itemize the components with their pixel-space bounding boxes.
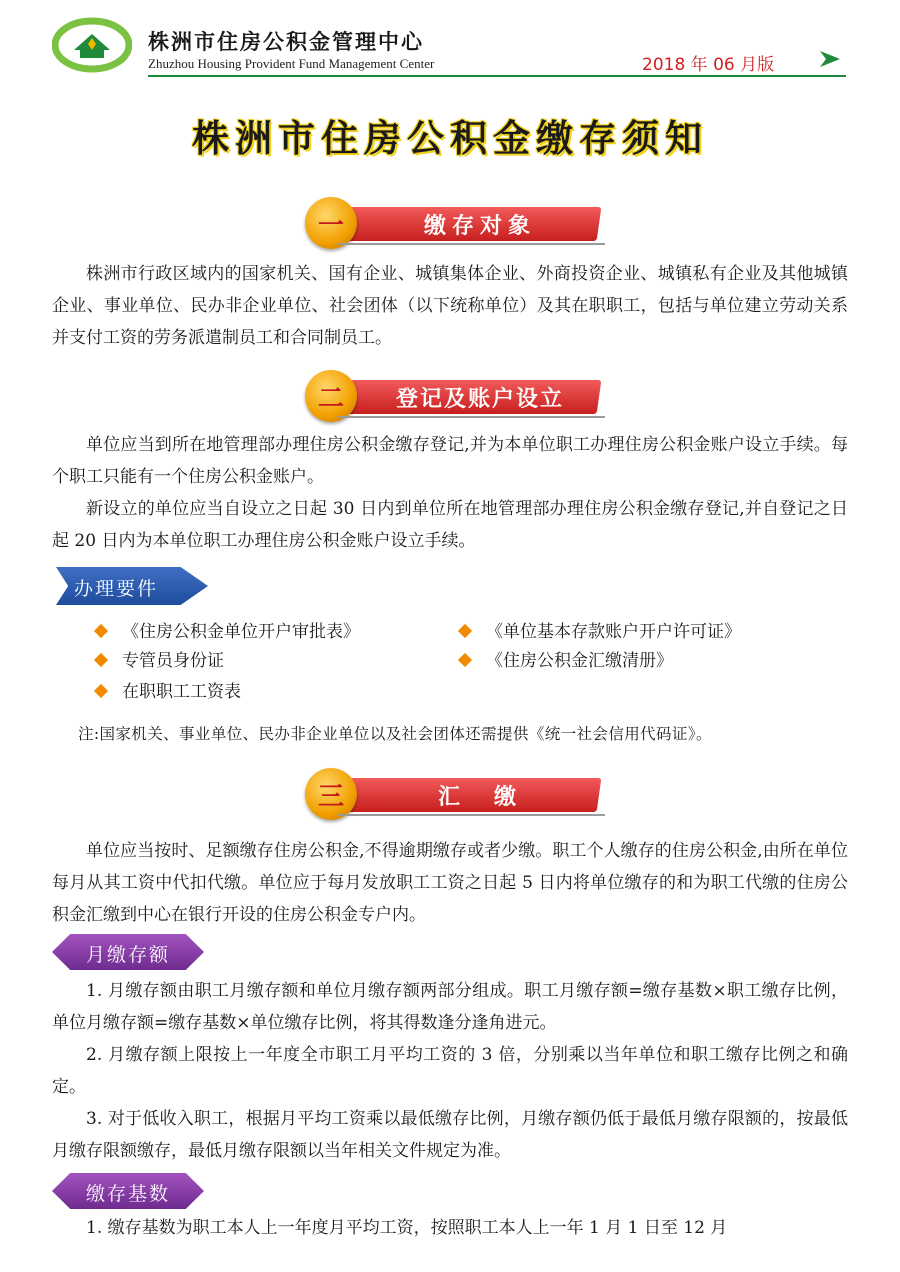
section-banner-1 <box>305 197 605 249</box>
section-title: 汇 缴 <box>437 785 522 810</box>
monthly-item-2: 2. 月缴存额上限按上一年度全市职工月平均工资的 3 倍，分别乘以当年单位和职工缴存比例之和确定。 <box>52 1045 848 1097</box>
requirement-item: 《住房公积金汇缴清册》 <box>460 649 673 673</box>
diamond-bullet-icon <box>94 624 108 638</box>
section-numeral: 一 <box>317 211 344 241</box>
section-title: 缴存对象 <box>423 214 536 239</box>
organization-name-cn: 株洲市住房公积金管理中心 <box>148 30 424 54</box>
banner-underline <box>337 416 605 418</box>
contribution-base-tag-label: 缴存基数 <box>85 1183 170 1205</box>
edition-label: 2018 年 06 月版 <box>642 55 775 75</box>
requirements-note: 注:国家机关、事业单位、民办非企业单位以及社会团体还需提供《统一社会信用代码证》。 <box>78 725 712 743</box>
section-numeral: 二 <box>317 384 344 414</box>
requirement-item: 《单位基本存款账户开户许可证》 <box>460 620 741 644</box>
requirement-item: 专管员身份证 <box>96 649 224 673</box>
monthly-contribution-tag-label: 月缴存额 <box>85 944 170 966</box>
section2-paragraph-1: 单位应当到所在地管理部办理住房公积金缴存登记,并为本单位职工办理住房公积金账户设立手续。每个职工只能有一个住房公积金账户。 <box>52 435 848 487</box>
banner-underline <box>337 814 605 816</box>
section-numeral: 三 <box>317 782 344 812</box>
section-title: 登记及账户设立 <box>395 387 564 412</box>
banner-underline <box>337 243 605 245</box>
diamond-bullet-icon <box>94 653 108 667</box>
requirements-tag-label: 办理要件 <box>74 578 159 600</box>
requirement-item: 在职职工工资表 <box>96 680 241 704</box>
requirements-tag <box>56 567 208 605</box>
section3-paragraph: 单位应当按时、足额缴存住房公积金,不得逾期缴存或者少缴。职工个人缴存的住房公积金,由所在单位每月从其工资中代扣代缴。单位应于每月发放职工工资之日起 5 日内将单位缴存的和为职工代缴的住房公积金汇缴到中心在银行开设的住房公积金专户内。 <box>52 841 848 925</box>
section1-paragraph: 株洲市行政区域内的国家机关、国有企业、城镇集体企业、外商投资企业、城镇私有企业及其他城镇企业、事业单位、民办非企业单位、社会团体（以下统称单位）及其在职职工，包括与单位建立劳动关系并支付工资的劳务派遣制员工和合同制员工。 <box>52 264 848 348</box>
requirement-item: 《住房公积金单位开户审批表》 <box>96 620 360 644</box>
housing-fund-logo-icon <box>52 14 132 76</box>
organization-name-en: Zhuzhou Housing Provident Fund Management Center <box>148 56 435 71</box>
diamond-bullet-icon <box>458 624 472 638</box>
section2-paragraph-2: 新设立的单位应当自设立之日起 30 日内到单位所在地管理部办理住房公积金缴存登记,并自登记之日起 20 日内为本单位职工办理住房公积金账户设立手续。 <box>52 499 848 551</box>
diamond-bullet-icon <box>94 684 108 698</box>
diamond-bullet-icon <box>458 653 472 667</box>
monthly-item-3: 3. 对于低收入职工，根据月平均工资乘以最低缴存比例，月缴存额仍低于最低月缴存限额的，按最低月缴存限额缴存，最低月缴存限额以当年相关文件规定为准。 <box>52 1109 848 1161</box>
page-title: 株洲市住房公积金缴存须知 <box>192 117 708 160</box>
monthly-contribution-tag <box>52 934 204 970</box>
chevron-right-icon <box>818 49 844 69</box>
section-banner-3 <box>305 768 605 820</box>
header-divider <box>148 75 846 77</box>
contribution-base-tag <box>52 1173 204 1209</box>
section-banner-2 <box>305 370 605 422</box>
monthly-item-1: 1. 月缴存额由职工月缴存额和单位月缴存额两部分组成。职工月缴存额=缴存基数×职工缴存比例，单位月缴存额=缴存基数×单位缴存比例，将其得数逢分逢角进元。 <box>52 981 848 1033</box>
base-item-1: 1. 缴存基数为职工本人上一年度月平均工资，按照职工本人上一年 1 月 1 日至 12 月 <box>86 1218 728 1238</box>
document-header <box>0 0 900 90</box>
